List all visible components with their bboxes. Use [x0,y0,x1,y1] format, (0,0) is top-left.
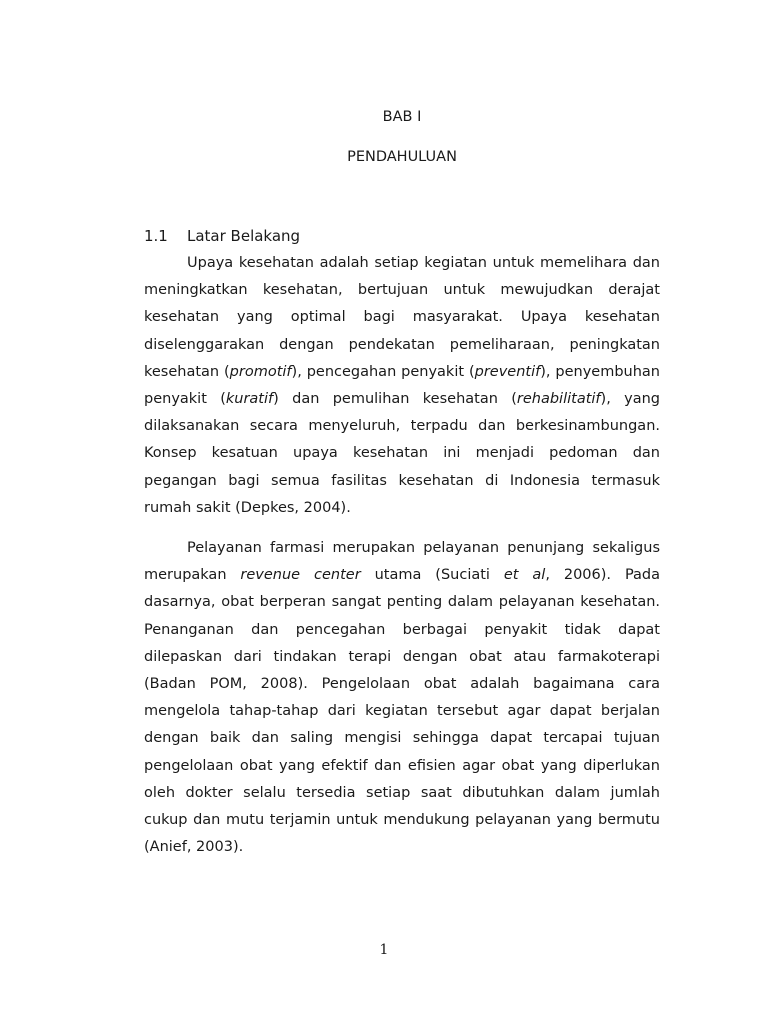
chapter-title: PENDAHULUAN [347,149,457,165]
paragraph-2 [144,535,660,861]
paragraph-text: , 2006). Pada dasarnya, obat berperan sangat penting dalam pelayanan kesehatan. Penanganan dan pencegahan berbagai penyakit tidak dapat dilepaskan dari tindakan terapi dengan obat atau farmakoterapi (Badan POM, 2008). Pengelolaan obat adalah bagaimana cara mengelola tahap-tahap dari kegiatan tersebut agar dapat berjalan dengan baik dan saling mengisi sehingga dapat tercapai tujuan pengelolaan obat yang efektif dan efisien agar obat yang diperlukan oleh dokter selalu tersedia setiap saat dibutuhkan dalam jumlah cukup dan mutu terjamin untuk mendukung pelayanan yang bermutu (Anief, 2003). [144,567,661,856]
paragraph-text: ), pencegahan penyakit ( [291,363,475,380]
paragraph-text: Pelayanan farmasi merupakan pelayanan penunjang sekaligus merupakan [144,540,660,584]
section-title: Latar Belakang [187,227,301,245]
italic-term: revenue center [240,567,361,584]
italic-term: promotif [229,363,292,380]
paragraph-1 [144,250,660,522]
paragraph-text: ), penyembuhan penyakit ( [144,363,660,408]
italic-term: kuratif [225,391,274,408]
italic-term: et al [503,567,546,584]
section-heading [144,227,300,245]
paragraph-text: ) dan pemulihan kesehatan ( [273,391,517,408]
italic-term: preventif [474,363,541,380]
italic-term: rehabilitatif [516,391,601,408]
paragraph-text: utama (Suciati [360,567,504,584]
page-number: 1 [379,942,389,958]
chapter-label: BAB I [382,109,422,125]
paragraph-text: ), yang dilaksanakan secara menyeluruh, terpadu dan berkesinambungan. Konsep kesatuan upaya kesehatan ini menjadi pedoman dan pegangan bagi semua fasilitas kesehatan di Indonesia termasuk rumah sakit (Depkes, 2004). [144,391,660,516]
section-number: 1.1 [144,227,168,245]
paragraph-text: Upaya kesehatan adalah setiap kegiatan untuk memelihara dan meningkatkan kesehatan, bertujuan untuk mewujudkan derajat kesehatan yang optimal bagi masyarakat. Upaya kesehatan diselenggarakan dengan pendekatan pemeliharaan, peningkatan kesehatan ( [144,255,660,380]
